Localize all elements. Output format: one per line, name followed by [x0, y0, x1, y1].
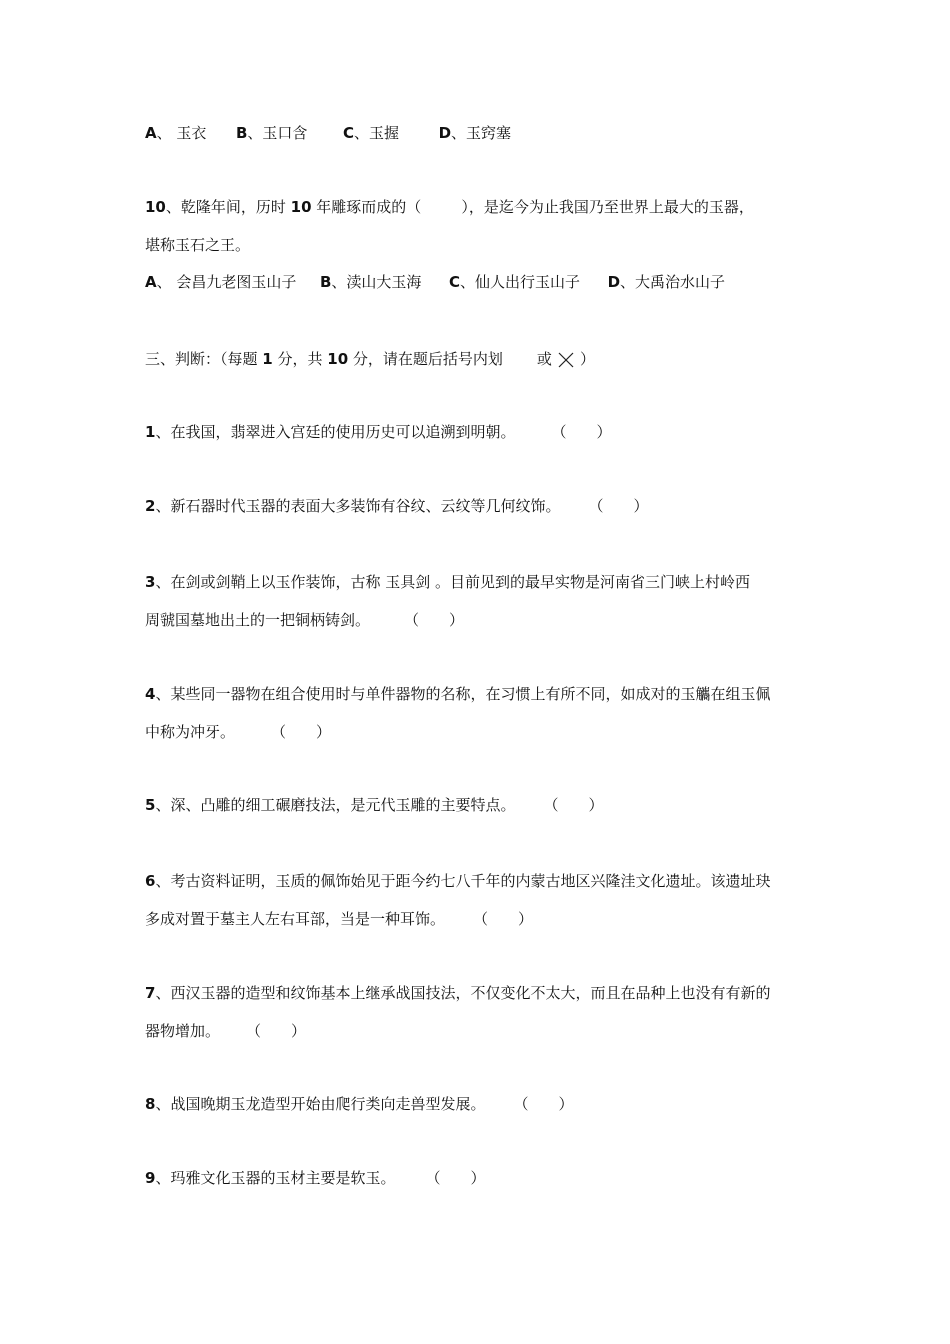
- option-a-letter: A: [145, 124, 157, 142]
- answer-blank[interactable]: （ ）: [588, 497, 649, 515]
- option-a-text: 、 会昌九老图玉山子: [156, 273, 297, 291]
- question-text: 、在我国，翡翠进入宫廷的使用历史可以追溯到明朝。: [155, 423, 516, 441]
- judgment-item: [145, 1094, 573, 1114]
- question-text: 中称为冲牙。: [145, 723, 236, 741]
- option-c-text: 、玉握: [353, 124, 399, 142]
- section-heading: [145, 349, 595, 369]
- question-text: 多成对置于墓主人左右耳部，当是一种耳饰。: [145, 910, 446, 928]
- heading-text: 三、判断：（每题: [145, 350, 263, 368]
- question-number: 5: [145, 796, 156, 814]
- answer-blank[interactable]: （ ）: [271, 723, 332, 741]
- question-text: 器物增加。: [145, 1022, 221, 1040]
- answer-blank[interactable]: （ ）: [404, 611, 465, 629]
- question-text: 、某些同一器物在组合使用时与单件器物的名称，在习惯上有所不同，如成对的玉觿在组玉佩: [155, 685, 771, 703]
- question-number: 9: [145, 1169, 156, 1187]
- heading-per-score: 1: [262, 350, 273, 368]
- answer-blank[interactable]: （ ）: [543, 796, 604, 814]
- option-d-letter: D: [438, 124, 452, 142]
- heading-text: 分，请在题后括号内划: [348, 350, 503, 368]
- option-d-text: 、大禹治水山子: [620, 273, 726, 291]
- option-a-letter: A: [145, 273, 157, 291]
- question-number: 2: [145, 497, 156, 515]
- judgment-item: [145, 983, 770, 1003]
- question-text: 、深、凸雕的细工碾磨技法，是元代玉雕的主要特点。: [155, 796, 516, 814]
- judgment-item: [145, 684, 770, 704]
- option-b-text: 、玉口含: [247, 124, 308, 142]
- option-c-text: 、仙人出行玉山子: [459, 273, 580, 291]
- judgment-item: [145, 572, 750, 592]
- question-number: 7: [145, 984, 156, 1002]
- q10-years: 10: [290, 198, 312, 216]
- question-number: 3: [145, 573, 156, 591]
- question-text: 、考古资料证明，玉质的佩饰始见于距今约七八千年的内蒙古地区兴隆洼文化遗址。该遗址玦: [155, 872, 771, 890]
- question-text: 、玛雅文化玉器的玉材主要是软玉。: [155, 1169, 396, 1187]
- judgment-item: [145, 871, 770, 891]
- answer-blank[interactable]: （ ）: [551, 423, 612, 441]
- option-b-text: 、渎山大玉海: [331, 273, 422, 291]
- q10-text: ），是迄今为止我国乃至世界上最大的玉器，: [461, 198, 754, 216]
- question-number: 8: [145, 1095, 156, 1113]
- judgment-item: [145, 496, 648, 516]
- heading-text: ）: [579, 350, 595, 368]
- answer-blank[interactable]: （ ）: [425, 1169, 486, 1187]
- judgment-item-cont: [145, 1021, 306, 1041]
- q10-line2: 堪称玉石之王。: [145, 236, 251, 254]
- question-text: 、西汉玉器的造型和纹饰基本上继承战国技法，不仅变化不太大，而且在品种上也没有有新的: [155, 984, 771, 1002]
- question-text: 、在剑或剑鞘上以玉作装饰，古称 玉具剑 。目前见到的最早实物是河南省三门峡上村岭西: [155, 573, 750, 591]
- option-d-letter: D: [607, 273, 621, 291]
- answer-blank[interactable]: （ ）: [473, 910, 534, 928]
- question-text: 、战国晚期玉龙造型开始由爬行类向走兽型发展。: [155, 1095, 486, 1113]
- heading-total-score: 10: [327, 350, 349, 368]
- question-number: 1: [145, 423, 156, 441]
- answer-blank[interactable]: （ ）: [513, 1095, 574, 1113]
- question-number: 6: [145, 872, 156, 890]
- option-d-text: 、玉窍塞: [451, 124, 512, 142]
- q10-text: 年雕琢而成的（: [311, 198, 422, 216]
- judgment-item: [145, 1168, 485, 1188]
- q9-options: [145, 123, 511, 143]
- answer-blank[interactable]: （ ）: [246, 1022, 307, 1040]
- question-number: 10: [145, 198, 166, 216]
- judgment-item: [145, 795, 603, 815]
- option-b-letter: B: [319, 273, 332, 291]
- option-b-letter: B: [235, 124, 248, 142]
- q10-options: [145, 272, 725, 292]
- option-a-text: 、 玉衣: [156, 124, 207, 142]
- heading-text: 或: [536, 350, 552, 368]
- option-c-letter: C: [342, 124, 354, 142]
- question-text: 周虢国墓地出土的一把铜柄铸剑。: [145, 611, 371, 629]
- judgment-item-cont: [145, 909, 533, 929]
- q10-line1: [145, 197, 754, 217]
- option-c-letter: C: [448, 273, 460, 291]
- judgment-item-cont: [145, 610, 464, 630]
- question-text: 、新石器时代玉器的表面大多装饰有谷纹、云纹等几何纹饰。: [155, 497, 561, 515]
- judgment-item-cont: [145, 722, 331, 742]
- cross-mark-icon: [558, 352, 574, 368]
- heading-text: 分，共: [272, 350, 328, 368]
- question-number: 4: [145, 685, 156, 703]
- judgment-item: [145, 422, 611, 442]
- q10-text: 、乾隆年间，历时: [165, 198, 291, 216]
